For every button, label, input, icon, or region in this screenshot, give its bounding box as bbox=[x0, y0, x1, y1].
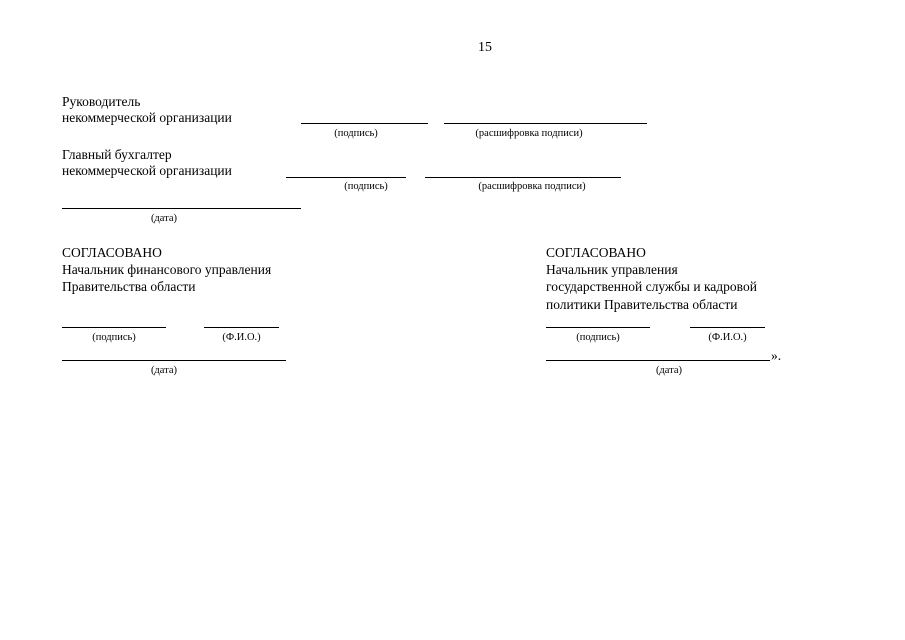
right-approval-heading: СОГЛАСОВАНО bbox=[546, 245, 646, 260]
accountant-title-line2: некоммерческой организации bbox=[62, 163, 232, 178]
head-decoding-caption: (расшифровка подписи) bbox=[475, 128, 583, 139]
accountant-signature-line bbox=[286, 177, 406, 178]
left-approval-line2: Правительства области bbox=[62, 279, 196, 294]
right-approval-name-line bbox=[690, 327, 765, 328]
right-approval-signature-caption: (подпись) bbox=[576, 332, 620, 343]
right-approval-signature-line bbox=[546, 327, 650, 328]
right-approval-line3: политики Правительства области bbox=[546, 297, 738, 312]
left-approval-signature-caption: (подпись) bbox=[92, 332, 136, 343]
left-approval-name-caption: (Ф.И.О.) bbox=[222, 332, 261, 343]
right-approval-name-caption: (Ф.И.О.) bbox=[708, 332, 747, 343]
right-approval-date-suffix: ». bbox=[771, 348, 782, 363]
head-decoding-line bbox=[444, 123, 647, 124]
left-approval-name-line bbox=[204, 327, 279, 328]
head-title-line2: некоммерческой организации bbox=[62, 110, 232, 125]
left-approval-heading: СОГЛАСОВАНО bbox=[62, 245, 162, 260]
left-approval-line1: Начальник финансового управления bbox=[62, 262, 272, 277]
right-approval-line2: государственной службы и кадровой bbox=[546, 279, 757, 294]
accountant-decoding-line bbox=[425, 177, 621, 178]
head-title-line1: Руководитель bbox=[62, 94, 141, 109]
right-approval-date-line bbox=[546, 360, 770, 361]
accountant-signature-caption: (подпись) bbox=[344, 181, 388, 192]
page-number: 15 bbox=[478, 40, 492, 55]
accountant-decoding-caption: (расшифровка подписи) bbox=[478, 181, 586, 192]
left-approval-date-line bbox=[62, 360, 286, 361]
left-approval-signature-line bbox=[62, 327, 166, 328]
left-approval-date-caption: (дата) bbox=[150, 365, 178, 376]
date-line bbox=[62, 208, 301, 209]
head-signature-caption: (подпись) bbox=[334, 128, 378, 139]
date-caption: (дата) bbox=[150, 213, 178, 224]
right-approval-date-caption: (дата) bbox=[655, 365, 683, 376]
right-approval-line1: Начальник управления bbox=[546, 262, 678, 277]
accountant-title-line1: Главный бухгалтер bbox=[62, 147, 172, 162]
head-signature-line bbox=[301, 123, 428, 124]
